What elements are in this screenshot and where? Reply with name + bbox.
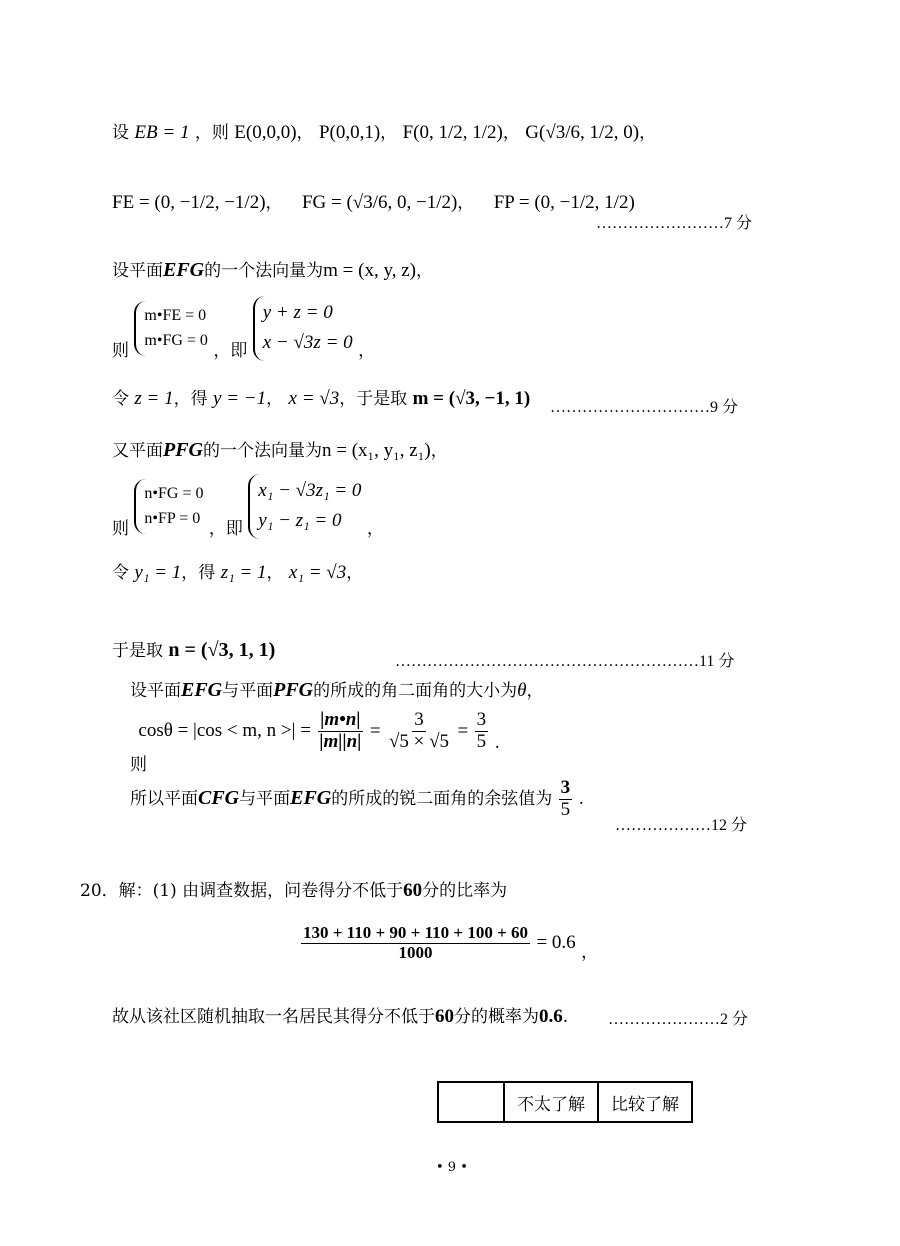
frac-den: 5 — [560, 798, 571, 820]
vector-n-def: n = (x₁, y₁, z₁) — [322, 440, 431, 461]
line-take-n — [112, 636, 275, 662]
table-header-empty — [438, 1082, 504, 1122]
score-12: ………………12 分 — [615, 817, 748, 834]
page-number: • 9 • — [436, 1160, 468, 1175]
line-solution-m: 令 z = 1，得 y = −1， x = √3，于是取 m = (√3, −1, 1) — [112, 388, 531, 409]
system-left-2 — [134, 479, 203, 534]
sixty: 60 — [403, 880, 423, 901]
text: 的所成的角二面角的大小为 — [313, 681, 518, 701]
score-7: ……………………7 分 — [596, 215, 753, 232]
system-left-1 — [134, 301, 208, 356]
plane-pfg: PFG — [273, 679, 314, 701]
text-ie: ，即 — [213, 340, 248, 361]
frac-den: |m||n| — [319, 730, 362, 752]
text-take: 于是取 — [112, 641, 163, 661]
table-header-not-familiar: 不太了解 — [504, 1082, 598, 1122]
frac-3-5 — [475, 710, 489, 753]
sep: ， — [296, 123, 314, 143]
eq-y1z1: y₁ − z₁ = 0 — [258, 510, 342, 532]
eq-x1z1: x₁ − √3z₁ = 0 — [258, 480, 362, 501]
text: 分的概率为 — [454, 1007, 539, 1027]
frac-den: √5 × √5 — [388, 730, 450, 752]
text-let: 令 — [112, 563, 129, 583]
equals: = — [369, 720, 381, 742]
score-11: …………………………………………………11 分 — [395, 653, 735, 670]
text: 分的比率为 — [422, 881, 508, 901]
frac-num: 130 + 110 + 90 + 110 + 100 + 60 — [303, 923, 529, 942]
prob: 0.6 — [539, 1006, 563, 1027]
text-intro: 设 — [112, 123, 129, 143]
result: = 0.6 — [536, 932, 576, 954]
frac-num: 3 — [414, 709, 424, 730]
eq-n-fg: n•FG = 0 — [144, 484, 204, 502]
text: 所以平面 — [130, 788, 198, 809]
score-9: …………………………9 分 — [550, 399, 739, 416]
text: 故从该社区随机抽取一名居民其得分不低于 — [112, 1007, 435, 1027]
text: 20．解：(1) 由调查数据，问卷得分不低于 — [80, 881, 404, 901]
text: 的所成的锐二面角的余弦值为 — [331, 788, 553, 809]
frac-answer — [559, 778, 573, 821]
line-normal-n — [112, 436, 448, 462]
punct: ， — [581, 942, 599, 963]
sep: ， — [380, 123, 398, 143]
score-2: …………………2 分 — [608, 1011, 749, 1028]
system-right-1 — [253, 296, 353, 361]
text-get: ，得 — [173, 389, 208, 409]
y1-value: y₁ = 1 — [134, 562, 182, 583]
eq-yz: y + z = 0 — [262, 302, 333, 323]
text: 与平面 — [222, 681, 274, 701]
text: 又平面 — [112, 441, 163, 461]
point-g: G(√3/6, 1/2, 0) — [525, 122, 640, 143]
eq-xz: x − √3z = 0 — [262, 332, 353, 354]
table-row — [438, 1082, 692, 1122]
text: 设平面 — [130, 681, 181, 701]
q20-prob — [112, 1002, 568, 1028]
cos-lhs: cosθ = |cos < m, n >| = — [138, 720, 311, 742]
line-solution-n: 令 y₁ = 1，得 z₁ = 1， x₁ = √3， — [112, 562, 364, 583]
q20-intro — [80, 876, 507, 902]
y-value: y = −1 — [213, 388, 267, 409]
frac-num: 3 — [476, 709, 487, 730]
sep: ， — [502, 123, 520, 143]
plane-cfg: CFG — [198, 786, 240, 809]
equals: = — [457, 720, 469, 742]
theta: θ — [517, 680, 527, 701]
plane-pfg: PFG — [163, 439, 203, 461]
frac-num: |m•n| — [320, 709, 361, 730]
plane-efg: EFG — [163, 259, 205, 281]
text: 设平面 — [112, 261, 163, 281]
frac-3-root — [387, 710, 451, 753]
x-value: x = √3 — [288, 388, 340, 409]
frac-den: 5 — [476, 730, 487, 752]
punct: ， — [358, 340, 376, 361]
system-2 — [112, 474, 384, 539]
text-then: 则 — [112, 518, 129, 539]
text-take: ，于是取 — [339, 389, 408, 409]
eb-condition: EB = 1 — [134, 122, 190, 143]
text-let: 令 — [112, 389, 129, 409]
vector-n: n = (√3, 1, 1) — [168, 639, 276, 661]
survey-table — [437, 1081, 693, 1123]
point-p: P(0,0,1) — [318, 122, 381, 143]
text-get: ，得 — [181, 563, 216, 583]
text: 的一个法向量为 — [204, 261, 324, 281]
system-right-2 — [248, 474, 361, 539]
frac-rate — [301, 924, 530, 962]
line-angle — [130, 676, 543, 702]
eq-m-fg: m•FG = 0 — [144, 332, 208, 350]
plane-efg: EFG — [290, 786, 332, 809]
line-cos — [130, 709, 500, 775]
line-vectors: FE = (0, −1/2, −1/2)， FG = (√3/6, 0, −1/2)， FP = (0, −1/2, 1/2) — [112, 192, 635, 213]
eq-n-fp: n•FP = 0 — [144, 510, 201, 528]
text: 与平面 — [239, 788, 291, 809]
punct: ， — [526, 681, 544, 701]
z1-value: z₁ = 1 — [220, 562, 267, 583]
vector-fg: FG = (√3/6, 0, −1/2) — [301, 192, 458, 213]
point-e: E(0,0,0) — [234, 122, 297, 143]
punct: . — [562, 1007, 569, 1027]
x1-value: x₁ = √3 — [288, 562, 347, 583]
point-f: F(0, 1/2, 1/2) — [402, 122, 503, 143]
frac-num: 3 — [560, 777, 571, 798]
punct: ， — [366, 518, 384, 539]
vector-fp: FP = (0, −1/2, 1/2) — [493, 192, 635, 213]
vector-m: m = (√3, −1, 1) — [412, 388, 531, 409]
line-normal-m — [112, 256, 433, 282]
system-1 — [112, 296, 375, 361]
frac-den: 1000 — [398, 942, 433, 962]
punct: . — [578, 788, 584, 809]
punct: ， — [415, 261, 433, 281]
z-value: z = 1 — [134, 388, 174, 409]
eq-m-fe: m•FE = 0 — [144, 306, 207, 324]
plane-efg: EFG — [181, 679, 223, 701]
vector-m-def: m = (x, y, z) — [323, 260, 416, 281]
table-header-familiar: 比较了解 — [598, 1082, 692, 1122]
sixty: 60 — [435, 1006, 454, 1027]
text-then: 则 — [112, 340, 129, 361]
sep: ， — [639, 123, 657, 143]
text-then: ，则 — [194, 123, 229, 143]
line-conclusion — [130, 778, 584, 821]
vector-fe: FE = (0, −1/2, −1/2) — [112, 192, 266, 213]
punct: . — [494, 732, 500, 753]
line-coordinates — [112, 118, 656, 144]
text-then: 则 — [130, 754, 147, 775]
punct: ， — [430, 441, 448, 461]
punct: ， — [346, 563, 364, 583]
text: 的一个法向量为 — [203, 441, 322, 461]
q20-fraction — [300, 924, 598, 962]
text-ie: ，即 — [208, 518, 243, 539]
frac-mn — [317, 710, 363, 753]
